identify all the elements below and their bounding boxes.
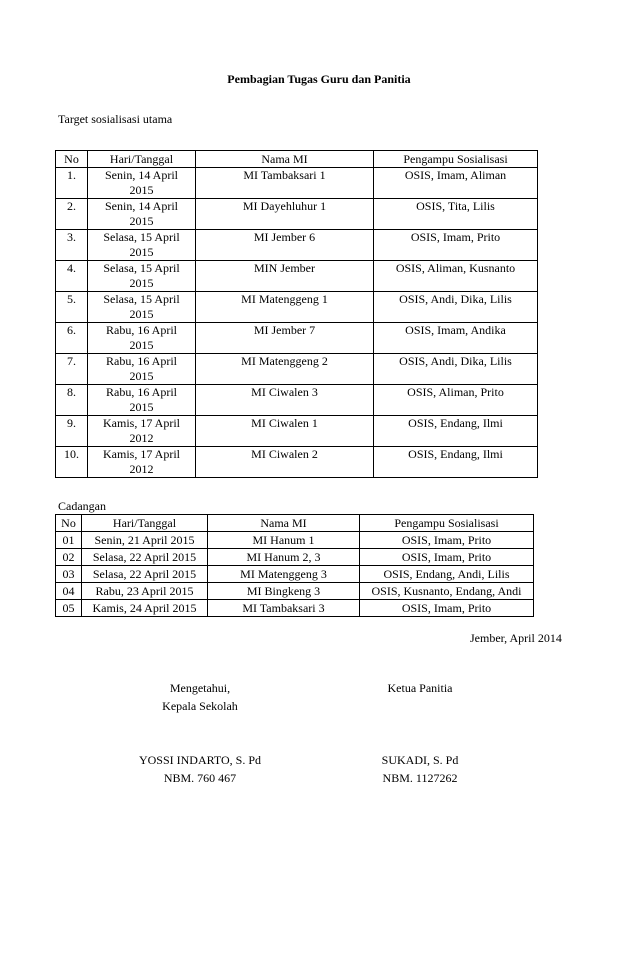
cell-date: Selasa, 22 April 2015 <box>82 566 208 583</box>
table-row <box>56 385 538 416</box>
sig-right-name: SUKADI, S. Pd <box>381 753 459 767</box>
cell-mi: MI Ciwalen 2 <box>196 447 374 478</box>
cell-date <box>88 323 196 354</box>
sig-left-line1: Mengetahui, <box>169 681 231 695</box>
cell-date: Kamis, 24 April 2015 <box>82 600 208 617</box>
cell-no: 04 <box>56 583 82 600</box>
table-row <box>56 532 534 549</box>
sig-right-nbm: NBM. 1127262 <box>382 771 458 785</box>
cell-date-line2: 2015 <box>129 338 154 352</box>
table-row <box>56 199 538 230</box>
cadangan-label: Cadangan <box>58 499 106 513</box>
cell-no: 05 <box>56 600 82 617</box>
cell-date-line2: 2015 <box>129 307 154 321</box>
cell-mi: MI Matenggeng 1 <box>196 292 374 323</box>
signature-block-left <box>80 679 320 715</box>
cell-no: 3. <box>56 230 88 261</box>
cell-no: 5. <box>56 292 88 323</box>
table-row <box>56 600 534 617</box>
cell-date-line1: Rabu, 16 April <box>106 354 177 368</box>
cell-no: 9. <box>56 416 88 447</box>
cell-mi: MIN Jember <box>196 261 374 292</box>
cell-no: 10. <box>56 447 88 478</box>
cell-date: Selasa, 22 April 2015 <box>82 549 208 566</box>
cell-pengampu: OSIS, Imam, Prito <box>360 600 534 617</box>
cell-date-line2: 2015 <box>129 245 154 259</box>
table-row <box>56 292 538 323</box>
cell-pengampu: OSIS, Kusnanto, Endang, Andi <box>360 583 534 600</box>
cell-pengampu: OSIS, Imam, Aliman <box>374 168 538 199</box>
cell-date-line2: 2015 <box>129 214 154 228</box>
table-row <box>56 261 538 292</box>
cell-no: 1. <box>56 168 88 199</box>
header-mi: Nama MI <box>208 515 360 532</box>
cell-no: 02 <box>56 549 82 566</box>
cell-date-line2: 2012 <box>129 431 154 445</box>
header-mi: Nama MI <box>196 151 374 168</box>
cell-mi: MI Matenggeng 3 <box>208 566 360 583</box>
cell-pengampu: OSIS, Aliman, Kusnanto <box>374 261 538 292</box>
header-date: Hari/Tanggal <box>82 515 208 532</box>
cell-no: 03 <box>56 566 82 583</box>
cell-no: 2. <box>56 199 88 230</box>
cell-pengampu: OSIS, Aliman, Prito <box>374 385 538 416</box>
cell-date <box>88 416 196 447</box>
cell-date-line1: Senin, 14 April <box>104 168 178 182</box>
cell-date-line1: Selasa, 15 April <box>103 292 180 306</box>
cell-mi: MI Hanum 1 <box>208 532 360 549</box>
cell-mi: MI Dayehluhur 1 <box>196 199 374 230</box>
table-row <box>56 354 538 385</box>
table-row <box>56 583 534 600</box>
table-row <box>56 416 538 447</box>
cell-pengampu: OSIS, Endang, Ilmi <box>374 416 538 447</box>
cell-mi: MI Jember 6 <box>196 230 374 261</box>
cell-date <box>88 261 196 292</box>
place-date: Jember, April 2014 <box>470 631 562 645</box>
cell-date-line1: Selasa, 15 April <box>103 230 180 244</box>
header-pengampu: Pengampu Sosialisasi <box>360 515 534 532</box>
cell-pengampu: OSIS, Endang, Andi, Lilis <box>360 566 534 583</box>
header-pengampu: Pengampu Sosialisasi <box>374 151 538 168</box>
cell-date-line2: 2012 <box>129 462 154 476</box>
signatory-right <box>300 751 540 787</box>
cell-pengampu: OSIS, Imam, Prito <box>374 230 538 261</box>
table-header-row <box>56 151 538 168</box>
cell-no: 01 <box>56 532 82 549</box>
cell-date: Senin, 21 April 2015 <box>82 532 208 549</box>
header-no: No <box>56 151 88 168</box>
cell-mi: MI Ciwalen 1 <box>196 416 374 447</box>
cell-date <box>88 354 196 385</box>
cell-date <box>88 385 196 416</box>
cell-mi: MI Bingkeng 3 <box>208 583 360 600</box>
table-row <box>56 447 538 478</box>
table-row <box>56 566 534 583</box>
signatory-left <box>80 751 320 787</box>
cell-date-line2: 2015 <box>129 400 154 414</box>
cell-pengampu: OSIS, Tita, Lilis <box>374 199 538 230</box>
cell-date-line2: 2015 <box>129 183 154 197</box>
cell-mi: MI Hanum 2, 3 <box>208 549 360 566</box>
cell-mi: MI Tambaksari 3 <box>208 600 360 617</box>
table-header-row <box>56 515 534 532</box>
cell-date-line1: Kamis, 17 April <box>103 416 180 430</box>
sig-left-nbm: NBM. 760 467 <box>163 771 237 785</box>
cell-date <box>88 447 196 478</box>
cell-no: 4. <box>56 261 88 292</box>
cell-pengampu: OSIS, Endang, Ilmi <box>374 447 538 478</box>
cell-date-line2: 2015 <box>129 276 154 290</box>
header-date: Hari/Tanggal <box>88 151 196 168</box>
cell-date-line1: Senin, 14 April <box>104 199 178 213</box>
cell-date-line2: 2015 <box>129 369 154 383</box>
cell-no: 6. <box>56 323 88 354</box>
cell-mi: MI Matenggeng 2 <box>196 354 374 385</box>
cell-no: 8. <box>56 385 88 416</box>
table-row <box>56 230 538 261</box>
cell-date <box>88 230 196 261</box>
cell-no: 7. <box>56 354 88 385</box>
cadangan-table <box>55 514 534 617</box>
sig-right-line1: Ketua Panitia <box>387 681 453 695</box>
section-subtitle: Target sosialisasi utama <box>58 112 173 126</box>
cell-pengampu: OSIS, Imam, Prito <box>360 532 534 549</box>
cell-date <box>88 292 196 323</box>
cell-mi: MI Jember 7 <box>196 323 374 354</box>
signature-block-right <box>300 679 540 697</box>
cell-pengampu: OSIS, Andi, Dika, Lilis <box>374 292 538 323</box>
table-row <box>56 323 538 354</box>
document-title: Pembagian Tugas Guru dan Panitia <box>227 72 411 86</box>
cell-date: Rabu, 23 April 2015 <box>82 583 208 600</box>
cell-mi: MI Tambaksari 1 <box>196 168 374 199</box>
cell-pengampu: OSIS, Imam, Andika <box>374 323 538 354</box>
header-no: No <box>56 515 82 532</box>
sig-left-line2: Kepala Sekolah <box>162 699 238 713</box>
table-row <box>56 168 538 199</box>
cell-pengampu: OSIS, Andi, Dika, Lilis <box>374 354 538 385</box>
cell-date <box>88 168 196 199</box>
cell-date <box>88 199 196 230</box>
main-schedule-table <box>55 150 538 478</box>
cell-date-line1: Kamis, 17 April <box>103 447 180 461</box>
cell-date-line1: Rabu, 16 April <box>106 385 177 399</box>
cell-pengampu: OSIS, Imam, Prito <box>360 549 534 566</box>
table-row <box>56 549 534 566</box>
cell-date-line1: Selasa, 15 April <box>103 261 180 275</box>
sig-left-name: YOSSI INDARTO, S. Pd <box>138 753 262 767</box>
cell-mi: MI Ciwalen 3 <box>196 385 374 416</box>
cell-date-line1: Rabu, 16 April <box>106 323 177 337</box>
